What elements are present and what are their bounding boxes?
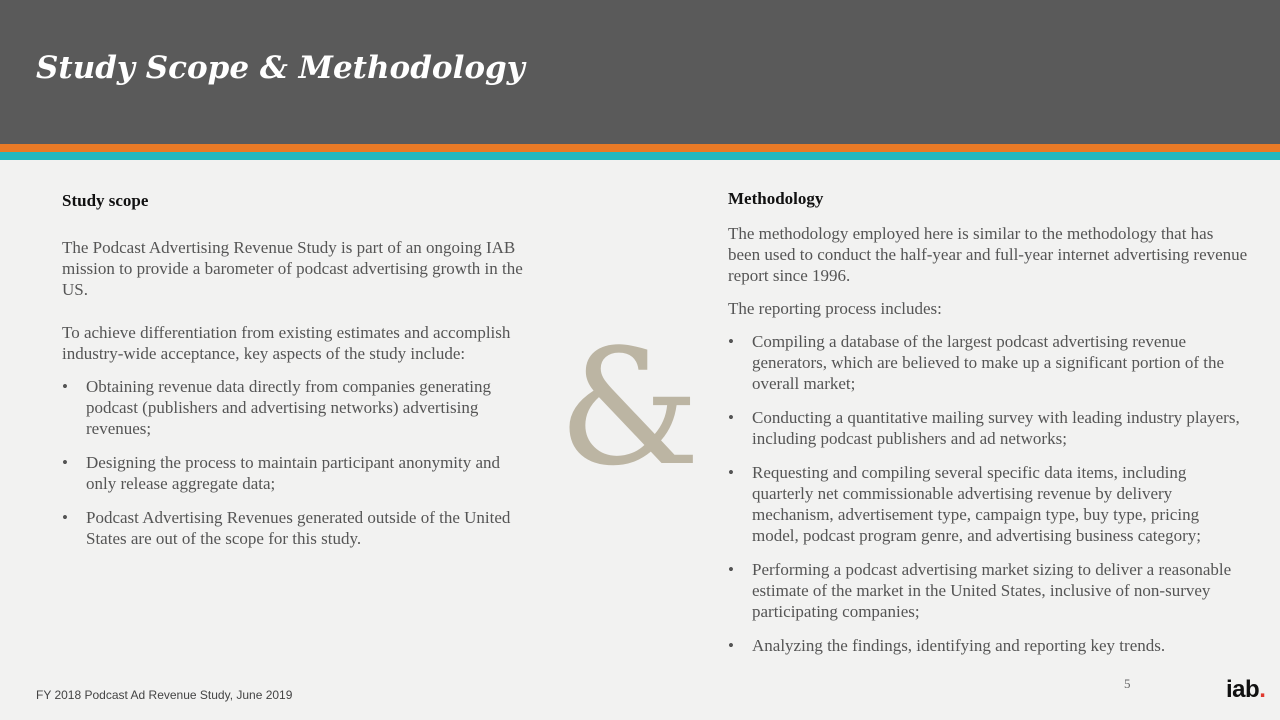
bullet-item: • Performing a podcast advertising market sizing to deliver a reasonable estimate of the market in the United States, inclusive of non-survey participating companies; (728, 559, 1248, 622)
methodology-heading: Methodology (728, 189, 824, 208)
logo-text: iab (1226, 676, 1260, 703)
bullet-item: • Obtaining revenue data directly from companies generating podcast (publishers and advertising networks) advertising revenues; (62, 376, 532, 439)
study-scope-bullet-list (62, 376, 532, 549)
methodology-paragraph: The reporting process includes: (728, 299, 942, 318)
logo-dot: . (1259, 676, 1266, 703)
bullet-item: • Requesting and compiling several specific data items, including quarterly net commissionable advertising revenue by delivery mechanism, advertisement type, campaign type, buy type, pricing model, podcast program genre, and advertising business category; (728, 462, 1248, 546)
footer-caption: FY 2018 Podcast Ad Revenue Study, June 2019 (36, 688, 293, 702)
study-scope-paragraph: The Podcast Advertising Revenue Study is part of an ongoing IAB mission to provide a barometer of podcast advertising growth in the US. (62, 238, 523, 299)
page-title: Study Scope & Methodology (36, 50, 525, 86)
iab-logo (1226, 676, 1265, 704)
bullet-item: • Podcast Advertising Revenues generated outside of the United States are out of the scope for this study. (62, 507, 532, 549)
bullet-item: • Compiling a database of the largest podcast advertising revenue generators, which are believed to make up a significant portion of the overall market; (728, 331, 1248, 394)
orange-stripe (0, 144, 1280, 152)
bullet-item: • Analyzing the findings, identifying and reporting key trends. (728, 635, 1248, 656)
teal-stripe (0, 152, 1280, 160)
methodology-section (728, 188, 1248, 656)
header-band (0, 0, 1280, 144)
methodology-bullet-list (728, 331, 1248, 656)
bullet-item: • Designing the process to maintain participant anonymity and only release aggregate data; (62, 452, 532, 494)
study-scope-paragraph: To achieve differentiation from existing estimates and accomplish industry-wide acceptance, key aspects of the study include: (62, 323, 511, 363)
page-number: 5 (1124, 676, 1131, 691)
methodology-paragraph: The methodology employed here is similar to the methodology that has been used to conduct the half-year and full-year internet advertising revenue report since 1996. (728, 224, 1248, 285)
study-scope-heading: Study scope (62, 191, 149, 210)
bullet-item: • Conducting a quantitative mailing survey with leading industry players, including podcast publishers and ad networks; (728, 407, 1248, 449)
ampersand-divider: & (558, 314, 701, 501)
study-scope-section (62, 190, 532, 549)
